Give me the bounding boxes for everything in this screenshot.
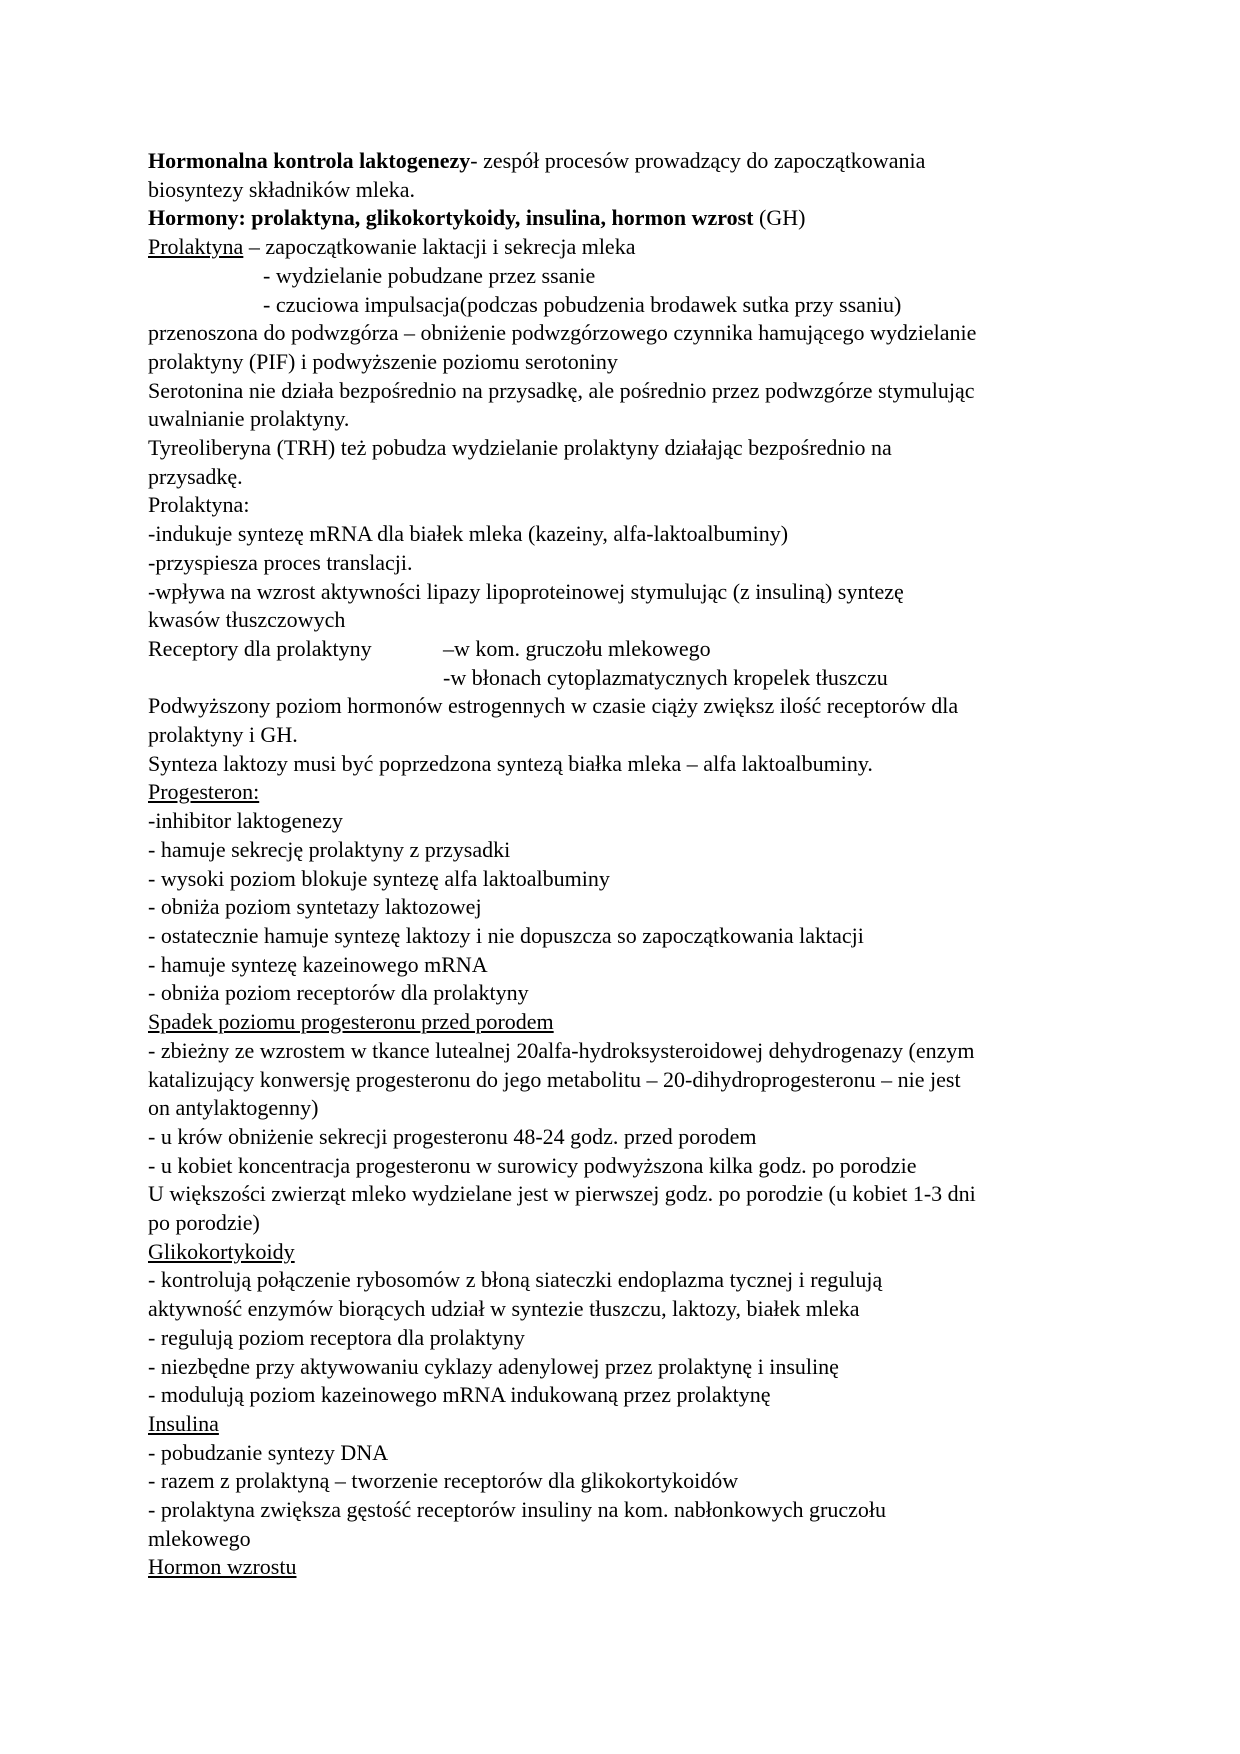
prolactin-heading: Prolaktyna — [148, 234, 244, 260]
receptors-item: –w kom. gruczołu mlekowego — [443, 635, 711, 661]
prolactin-line: Tyreoliberyna (TRH) też pobudza wydzielanie prolaktyny działając bezpośrednio na — [148, 435, 892, 461]
glucocorticoids-line: - niezbędne przy aktywowaniu cyklazy adenylowej przez prolaktynę i insulinę — [148, 1353, 839, 1379]
progesterone-item: - hamuje syntezę kazeinowego mRNA — [148, 951, 488, 977]
prolactin-line: kwasów tłuszczowych — [148, 607, 346, 633]
drop-line: - u krów obniżenie sekrecji progesteronu 48-24 godz. przed porodem — [148, 1123, 757, 1149]
document-body — [148, 147, 1108, 1582]
prolactin-line: -wpływa na wzrost aktywności lipazy lipoproteinowej stymulując (z insuliną) syntezę — [148, 578, 904, 604]
drop-line: - zbieżny ze wzrostem w tkance lutealnej 20alfa-hydroksysteroidowej dehydrogenazy (enzym — [148, 1037, 975, 1063]
prolactin-line: Serotonina nie działa bezpośrednio na przysadkę, ale pośrednio przez podwzgórze stymulując — [148, 377, 975, 403]
hormones-list: Hormony: prolaktyna, glikokortykoidy, insulina, hormon wzrost — [148, 205, 754, 231]
prolactin-line: przenoszona do podwzgórza – obniżenie podwzgórzowego czynnika hamującego wydzielanie — [148, 320, 977, 346]
progesterone-item: - wysoki poziom blokuje syntezę alfa laktoalbuminy — [148, 865, 610, 891]
progesterone-item: -inhibitor laktogenezy — [148, 808, 343, 834]
drop-line: - u kobiet koncentracja progesteronu w surowicy podwyższona kilka godz. po porodzie — [148, 1152, 917, 1178]
progesterone-item: - ostatecznie hamuje syntezę laktozy i nie dopuszcza so zapoczątkowania laktacji — [148, 922, 864, 948]
prolactin-line: prolaktyny (PIF) i podwyższenie poziomu serotoniny — [148, 348, 618, 374]
prolactin-line: przysadkę. — [148, 463, 243, 489]
prolactin-line: -indukuje syntezę mRNA dla białek mleka (kazeiny, alfa-laktoalbuminy) — [148, 521, 789, 547]
prolactin-line: uwalnianie prolaktyny. — [148, 406, 350, 432]
drop-line: katalizujący konwersję progesteronu do jego metabolitu – 20-dihydroprogesteronu – nie jest — [148, 1066, 961, 1092]
prolactin-heading-line — [148, 233, 1108, 262]
prolactin-line: - czuciowa impulsacja(podczas pobudzenia brodawek sutka przy ssaniu) — [263, 291, 902, 317]
intro-text: - zespół procesów prowadzący do zapoczątkowania — [470, 148, 926, 173]
prolactin-line: prolaktyny i GH. — [148, 722, 298, 748]
prolactin-heading-rest: – zapoczątkowanie laktacji i sekrecja mleka — [243, 234, 636, 260]
insulin-line: mlekowego — [148, 1525, 251, 1551]
progesterone-heading: Progesteron: — [148, 779, 260, 805]
prolactin-line: -przyspiesza proces translacji. — [148, 549, 413, 575]
document-title: Hormonalna kontrola laktogenezy — [148, 148, 471, 173]
drop-line: U większości zwierząt mleko wydzielane jest w pierwszej godz. po porodzie (u kobiet 1-3 dni — [148, 1181, 976, 1207]
prolactin-line: - wydzielanie pobudzane przez ssanie — [263, 262, 596, 288]
progesterone-item: - obniża poziom syntetazy laktozowej — [148, 894, 482, 920]
progesterone-drop-heading: Spadek poziomu progesteronu przed porodem — [148, 1009, 554, 1035]
receptors-item: -w błonach cytoplazmatycznych kropelek tłuszczu — [443, 664, 888, 690]
hormones-tail: (GH) — [753, 205, 806, 231]
progesterone-item: - obniża poziom receptorów dla prolaktyny — [148, 980, 529, 1006]
receptors-line — [148, 635, 1108, 664]
insulin-line: - razem z prolaktyną – tworzenie receptorów dla glikokortykoidów — [148, 1468, 739, 1494]
intro-line-2: biosyntezy składników mleka. — [148, 176, 416, 202]
receptors-label: Receptory dla prolaktyny — [148, 635, 372, 661]
glucocorticoids-line: - regulują poziom receptora dla prolaktyny — [148, 1324, 525, 1350]
prolactin-line: Podwyższony poziom hormonów estrogennych w czasie ciąży zwiększ ilość receptorów dla — [148, 693, 959, 719]
glucocorticoids-line: aktywność enzymów biorących udział w syntezie tłuszczu, laktozy, białek mleka — [148, 1296, 860, 1322]
growth-hormone-heading: Hormon wzrostu — [148, 1554, 297, 1580]
progesterone-item: - hamuje sekrecję prolaktyny z przysadki — [148, 836, 511, 862]
prolactin-line: Prolaktyna: — [148, 492, 250, 518]
title-line — [148, 147, 1108, 176]
glucocorticoids-line: - kontrolują połączenie rybosomów z błoną siateczki endoplazma tycznej i regulują — [148, 1267, 883, 1293]
insulin-line: - prolaktyna zwiększa gęstość receptorów insuliny na kom. nabłonkowych gruczołu — [148, 1497, 887, 1523]
drop-line: po porodzie) — [148, 1210, 260, 1236]
insulin-heading: Insulina — [148, 1410, 219, 1436]
glucocorticoids-line: - modulują poziom kazeinowego mRNA indukowaną przez prolaktynę — [148, 1382, 771, 1408]
insulin-line: - pobudzanie syntezy DNA — [148, 1439, 389, 1465]
hormones-line — [148, 204, 1108, 233]
glucocorticoids-heading: Glikokortykoidy — [148, 1238, 295, 1264]
prolactin-line: Synteza laktozy musi być poprzedzona syntezą białka mleka – alfa laktoalbuminy. — [148, 750, 873, 776]
drop-line: on antylaktogenny) — [148, 1095, 319, 1121]
